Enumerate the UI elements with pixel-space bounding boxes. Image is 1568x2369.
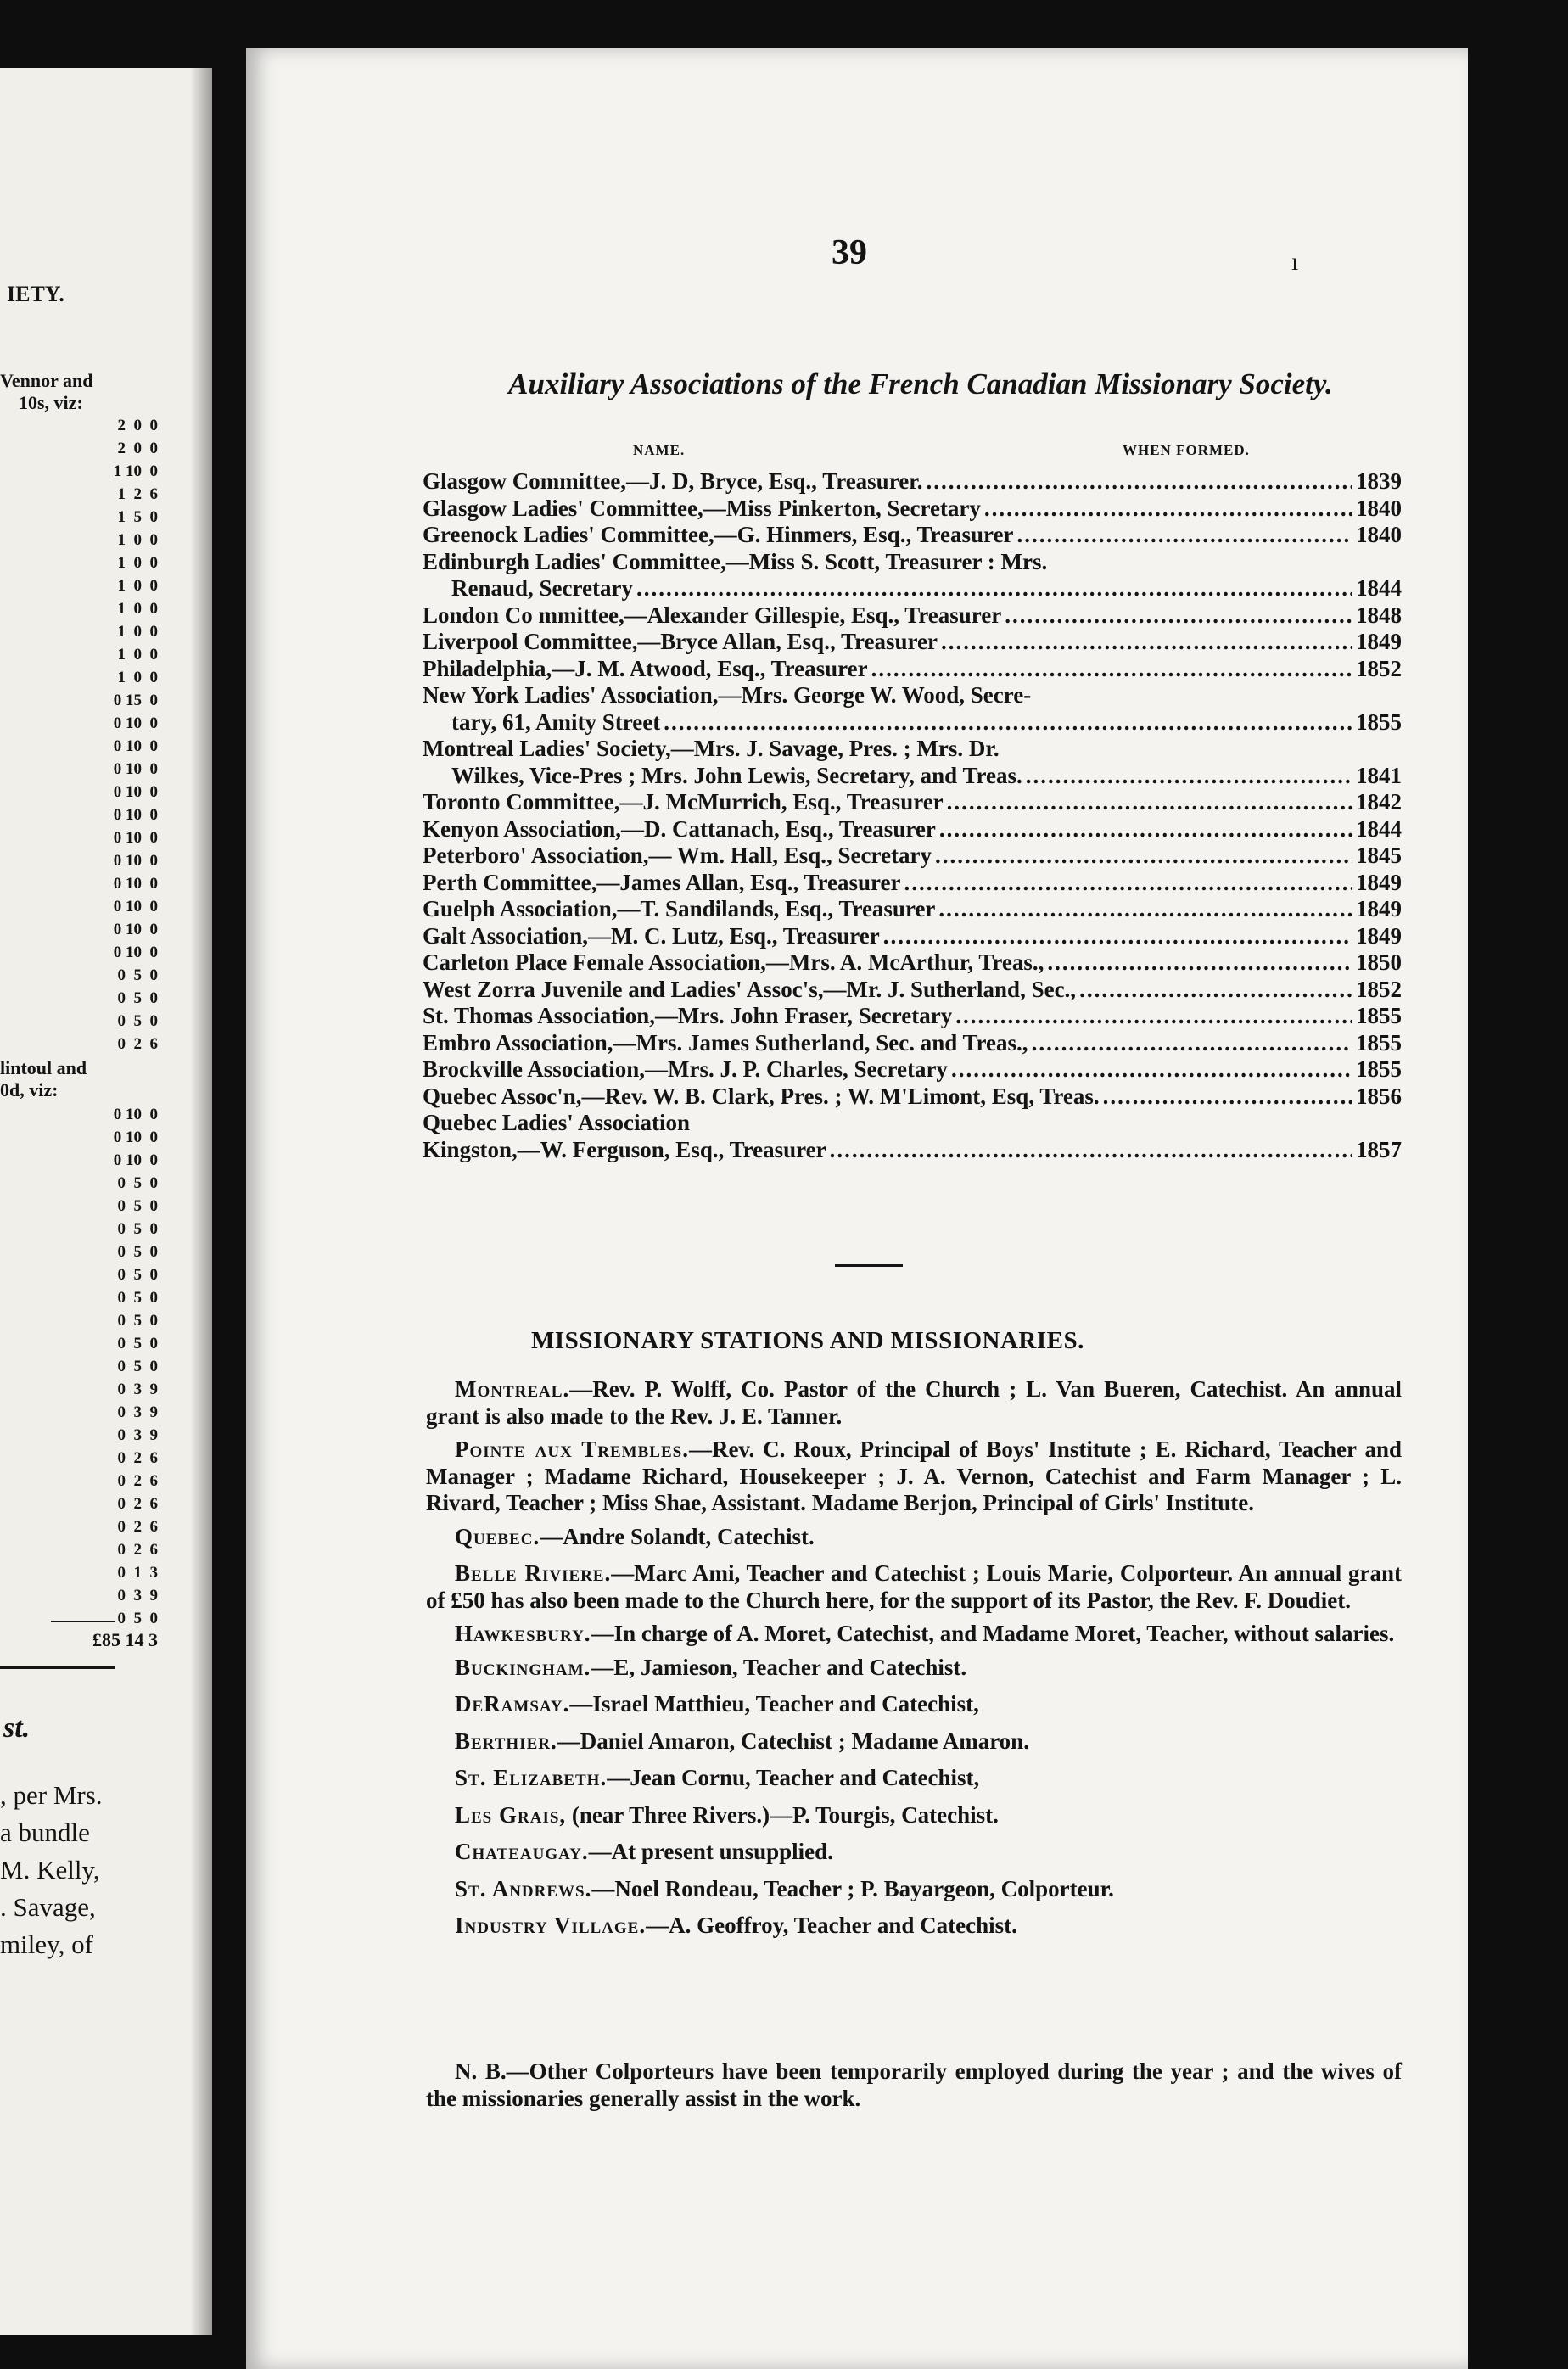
association-entry <box>423 522 1402 549</box>
station-entry <box>426 1437 1402 1517</box>
station-place: Montreal. <box>455 1376 570 1402</box>
station-entry <box>426 1655 1402 1682</box>
year-formed: 1849 <box>1356 629 1402 654</box>
year-formed: 1855 <box>1356 708 1402 735</box>
association-entry <box>423 923 1402 950</box>
year-formed: 1840 <box>1356 522 1402 547</box>
association-text: tary, 61, Amity Street <box>451 708 661 735</box>
amount-row: 1 5 0 <box>117 508 158 526</box>
amount-row: 0 5 0 <box>117 1312 158 1330</box>
left-page-amounts <box>114 414 158 1056</box>
association-entry <box>423 843 1402 870</box>
association-entry <box>423 789 1402 816</box>
association-text: Carleton Place Female Association,—Mrs. A. McArthur, Treas., <box>423 949 1044 975</box>
amount-row: 0 5 0 <box>117 966 158 984</box>
station-text: (near Three Rivers.)—P. Tourgis, Catechist. <box>566 1801 999 1828</box>
station-text: —Israel Matthieu, Teacher and Catechist, <box>569 1691 979 1717</box>
station-place: Buckingham. <box>455 1654 591 1680</box>
amount-row: 1 0 0 <box>117 531 158 549</box>
section-divider <box>835 1264 903 1267</box>
amount-row: 0 10 0 <box>113 852 158 870</box>
station-place: Berthier. <box>455 1728 557 1754</box>
station-entry <box>426 1876 1402 1903</box>
amount-row: 0 2 6 <box>117 1449 158 1467</box>
station-text: —A. Geoffroy, Teacher and Catechist. <box>646 1913 1017 1938</box>
left-facing-page <box>0 68 212 2335</box>
association-entry <box>423 949 1402 977</box>
station-text: —Rev. P. Wolff, Co. Pastor of the Church ; L. Van Bueren, Catechist. An annual grant is also made to the Rev. J. E. Tanner. <box>426 1376 1402 1429</box>
amount-row: 1 0 0 <box>117 623 158 641</box>
amount-row: 0 2 6 <box>117 1541 158 1559</box>
association-text: New York Ladies' Association,—Mrs. George W. Wood, Secre- <box>423 682 1032 708</box>
amount-row: 2 0 0 <box>117 440 158 457</box>
association-text: Montreal Ladies' Society,—Mrs. J. Savage, Pres. ; Mrs. Dr. <box>423 736 1000 761</box>
amount-row: 1 0 0 <box>117 646 158 664</box>
association-text: Galt Association,—M. C. Lutz, Esq., Treasurer <box>423 922 880 949</box>
association-entry <box>423 1137 1402 1164</box>
association-text: Greenock Ladies' Committee,—G. Hinmers, Esq., Treasurer <box>423 522 1014 547</box>
year-formed: 1842 <box>1356 789 1402 815</box>
page-title: Auxiliary Associations of the French Canadian Missionary Society. <box>508 367 1333 400</box>
amount-row: 0 10 0 <box>113 944 158 961</box>
amount-row: 0 5 0 <box>117 1197 158 1215</box>
station-entry <box>426 1524 1402 1551</box>
section-heading: MISSIONARY STATIONS AND MISSIONARIES. <box>531 1327 1084 1354</box>
amount-row: 0 10 0 <box>113 783 158 801</box>
station-text: —Rev. C. Roux, Principal of Boys' Institute ; E. Richard, Teacher and Manager ; Madame Richard, Housekeeper ; J. A. Vernon, Catechist and Farm Manager ; L. Rivard, Teacher ; Miss Shae, Assistant. Madame Berjon, Principal of Girls' Institute. <box>426 1437 1402 1515</box>
association-text: Quebec Assoc'n,—Rev. W. B. Clark, Pres. ; W. M'Limont, Esq, Treas. <box>423 1083 1100 1109</box>
station-entry <box>426 1560 1402 1614</box>
amount-row: 0 5 0 <box>117 1243 158 1261</box>
association-entry <box>423 602 1402 630</box>
dot-leader <box>883 923 1352 950</box>
station-entry <box>426 1913 1402 1940</box>
left-page-line: M. Kelly, <box>0 1855 100 1885</box>
station-entry <box>426 1691 1402 1718</box>
station-place: Pointe aux Trembles. <box>455 1437 689 1462</box>
column-header-name: NAME. <box>633 442 686 458</box>
amount-row: 0 1 3 <box>117 1564 158 1582</box>
amount-row: 0 5 0 <box>117 1335 158 1353</box>
station-text: —Jean Cornu, Teacher and Catechist, <box>607 1765 980 1790</box>
station-entry <box>426 1728 1402 1756</box>
amount-row: 0 5 0 <box>117 1174 158 1192</box>
station-entry <box>426 1802 1402 1829</box>
main-page <box>246 48 1468 2369</box>
dot-leader <box>939 816 1352 843</box>
dot-leader <box>1047 949 1352 977</box>
association-text: West Zorra Juvenile and Ladies' Assoc's,—Mr. J. Sutherland, Sec., <box>423 976 1077 1002</box>
dot-leader <box>1103 1084 1352 1111</box>
dot-leader <box>1016 522 1352 549</box>
amount-row: 0 10 0 <box>113 1128 158 1146</box>
year-formed: 1848 <box>1356 602 1402 628</box>
amount-row: 0 5 0 <box>117 1012 158 1030</box>
association-entry <box>423 496 1402 523</box>
amount-row: 0 2 6 <box>117 1472 158 1490</box>
amount-row: 0 10 0 <box>113 1106 158 1123</box>
association-text: Quebec Ladies' Association <box>423 1110 691 1135</box>
page-mark: ı <box>1291 248 1299 276</box>
note-paragraph: N. B.—Other Colporteurs have been temporarily employed during the year ; and the wives of the missionaries generally assist in the work. <box>426 2058 1402 2111</box>
station-entry <box>426 1376 1402 1430</box>
dot-leader <box>1079 977 1352 1004</box>
station-place: Hawkesbury. <box>455 1621 591 1646</box>
year-formed: 1844 <box>1356 815 1402 842</box>
dot-leader <box>941 629 1352 656</box>
year-formed: 1849 <box>1356 896 1402 921</box>
association-entry <box>423 896 1402 923</box>
dot-leader <box>926 468 1352 496</box>
association-entry <box>423 1084 1402 1111</box>
dot-leader <box>871 656 1352 683</box>
dot-leader <box>1026 763 1352 790</box>
amount-row: 0 15 0 <box>113 692 158 709</box>
station-place: DeRamsay. <box>455 1691 570 1717</box>
station-text: —E, Jamieson, Teacher and Catechist. <box>591 1654 967 1680</box>
association-entry <box>423 1003 1402 1030</box>
association-text: Renaud, Secretary <box>451 575 633 601</box>
amount-row: 0 5 0 <box>117 1266 158 1284</box>
sum-rule <box>51 1621 115 1622</box>
dot-leader <box>664 709 1352 736</box>
left-page-line: . Savage, <box>0 1892 96 1922</box>
station-place: Chateaugay. <box>455 1839 589 1864</box>
station-place: Quebec. <box>455 1523 540 1549</box>
left-page-line: , per Mrs. <box>0 1780 103 1810</box>
year-formed: 1852 <box>1356 976 1402 1002</box>
year-formed: 1850 <box>1356 949 1402 975</box>
amount-row: 1 0 0 <box>117 600 158 618</box>
association-text: Embro Association,—Mrs. James Sutherland, Sec. and Treas., <box>423 1029 1028 1056</box>
station-place: Belle Riviere. <box>455 1560 612 1586</box>
station-text: —Andre Solandt, Catechist. <box>540 1523 815 1549</box>
amount-row: 0 10 0 <box>113 714 158 732</box>
association-entry <box>423 629 1402 656</box>
year-formed: 1839 <box>1356 468 1402 494</box>
station-text: —Marc Ami, Teacher and Catechist ; Louis Marie, Colporteur. An annual grant of £50 has also been made to the Church here, for the support of its Pastor, the Rev. F. Doudiet. <box>426 1560 1402 1613</box>
year-formed: 1845 <box>1356 843 1402 868</box>
amount-row: 0 5 0 <box>117 1220 158 1238</box>
amount-row: 0 3 9 <box>117 1381 158 1398</box>
left-page-line: miley, of <box>0 1929 93 1959</box>
association-text: Kenyon Association,—D. Cattanach, Esq., Treasurer <box>423 815 936 842</box>
association-text: Toronto Committee,—J. McMurrich, Esq., Treasurer <box>423 789 944 815</box>
left-page-line: a bundle <box>0 1817 90 1847</box>
dot-leader <box>1005 602 1352 630</box>
amount-row: 0 5 0 <box>117 989 158 1007</box>
left-page-line: 0d, viz: <box>0 1079 59 1100</box>
association-entry <box>423 549 1402 602</box>
association-entry <box>423 1110 1402 1137</box>
amount-row: 0 5 0 <box>117 1358 158 1375</box>
amount-row: 0 2 6 <box>117 1495 158 1513</box>
amount-row: 0 10 0 <box>113 737 158 755</box>
associations-list <box>423 468 1402 1163</box>
station-place: St. Andrews. <box>455 1875 592 1901</box>
year-formed: 1844 <box>1356 575 1402 601</box>
amount-row: 0 2 6 <box>117 1035 158 1053</box>
year-formed: 1849 <box>1356 922 1402 949</box>
association-text: London Co mmittee,—Alexander Gillespie, Esq., Treasurer <box>423 602 1002 628</box>
dot-leader <box>904 870 1352 897</box>
amount-row: 0 3 9 <box>117 1426 158 1444</box>
dot-leader <box>935 843 1352 870</box>
amount-row: 1 0 0 <box>117 577 158 595</box>
year-formed: 1849 <box>1356 869 1402 895</box>
association-entry <box>423 816 1402 843</box>
total-rule <box>0 1666 115 1669</box>
gutter-shadow <box>190 68 212 2335</box>
station-entry <box>426 1765 1402 1792</box>
left-page-heading: IETY. <box>7 282 64 306</box>
year-formed: 1852 <box>1356 655 1402 681</box>
station-place: St. Elizabeth. <box>455 1765 608 1790</box>
year-formed: 1840 <box>1356 495 1402 521</box>
station-text: —In charge of A. Moret, Catechist, and Madame Moret, Teacher, without salaries. <box>591 1621 1395 1646</box>
association-entry <box>423 977 1402 1004</box>
amount-row: 0 5 0 <box>117 1610 158 1627</box>
station-place: Les Grais, <box>455 1801 567 1828</box>
association-text: Edinburgh Ladies' Committee,—Miss S. Scott, Treasurer : Mrs. <box>423 548 1048 574</box>
amount-row: 0 10 0 <box>113 806 158 824</box>
station-text: —At present unsupplied. <box>588 1839 833 1864</box>
amount-row: 0 10 0 <box>113 875 158 893</box>
station-place: Industry Village. <box>455 1913 647 1938</box>
year-formed: 1841 <box>1356 762 1402 788</box>
left-page-heading-st: st. <box>3 1712 31 1744</box>
dot-leader <box>947 789 1352 816</box>
association-text: Perth Committee,—James Allan, Esq., Treasurer <box>423 869 901 895</box>
association-entry <box>423 736 1402 789</box>
association-text: Wilkes, Vice-Pres ; Mrs. John Lewis, Secretary, and Treas. <box>451 762 1022 788</box>
left-page-total: £85 14 3 <box>92 1629 158 1650</box>
association-entry <box>423 468 1402 496</box>
association-text: Glasgow Ladies' Committee,—Miss Pinkerton, Secretary <box>423 495 981 521</box>
year-formed: 1855 <box>1356 1029 1402 1056</box>
stations-list <box>426 1376 1402 1950</box>
association-text: Glasgow Committee,—J. D, Bryce, Esq., Treasurer. <box>423 468 923 494</box>
association-text: Philadelphia,—J. M. Atwood, Esq., Treasurer <box>423 655 868 681</box>
amount-row: 1 2 6 <box>117 485 158 503</box>
amount-row: 0 10 0 <box>113 898 158 916</box>
association-entry <box>423 1056 1402 1084</box>
year-formed: 1856 <box>1356 1083 1402 1109</box>
association-text: Peterboro' Association,— Wm. Hall, Esq., Secretary <box>423 843 932 868</box>
dot-leader <box>984 496 1352 523</box>
association-text: Liverpool Committee,—Bryce Allan, Esq., Treasurer <box>423 629 938 654</box>
amount-row: 2 0 0 <box>117 417 158 434</box>
amount-row: 0 2 6 <box>117 1518 158 1536</box>
year-formed: 1855 <box>1356 1056 1402 1082</box>
left-page-amounts <box>114 1103 158 1630</box>
amount-row: 0 10 0 <box>113 921 158 938</box>
association-text: Kingston,—W. Ferguson, Esq., Treasurer <box>423 1136 826 1162</box>
amount-row: 0 5 0 <box>117 1289 158 1307</box>
column-header-when-formed: WHEN FORMED. <box>1123 442 1250 458</box>
station-entry <box>426 1839 1402 1866</box>
amount-row: 0 3 9 <box>117 1403 158 1421</box>
year-formed: 1855 <box>1356 1003 1402 1028</box>
association-entry <box>423 682 1402 736</box>
association-text: Guelph Association,—T. Sandilands, Esq., Treasurer <box>423 896 936 921</box>
amount-row: 0 10 0 <box>113 760 158 778</box>
year-formed: 1857 <box>1356 1136 1402 1162</box>
association-entry <box>423 1030 1402 1057</box>
dot-leader <box>830 1137 1352 1164</box>
amount-row: 0 10 0 <box>113 829 158 847</box>
association-text: St. Thomas Association,—Mrs. John Fraser, Secretary <box>423 1003 953 1028</box>
dot-leader <box>955 1003 1352 1030</box>
association-text: Brockville Association,—Mrs. J. P. Charles, Secretary <box>423 1056 948 1082</box>
left-page-line: lintoul and <box>0 1057 87 1078</box>
dot-leader <box>951 1056 1352 1084</box>
dot-leader <box>1032 1030 1352 1057</box>
amount-row: 1 0 0 <box>117 669 158 686</box>
amount-row: 0 10 0 <box>113 1151 158 1169</box>
station-text: —Noel Rondeau, Teacher ; P. Bayargeon, Colporteur. <box>591 1875 1114 1901</box>
station-text: —Daniel Amaron, Catechist ; Madame Amaron. <box>557 1728 1029 1754</box>
dot-leader <box>938 896 1352 923</box>
association-entry <box>423 870 1402 897</box>
page-number: 39 <box>832 233 867 272</box>
dot-leader <box>636 575 1352 602</box>
amount-row: 1 0 0 <box>117 554 158 572</box>
left-page-line: Vennor and <box>0 370 93 391</box>
association-entry <box>423 656 1402 683</box>
left-page-line: 10s, viz: <box>19 392 83 413</box>
amount-row: 1 10 0 <box>113 462 158 480</box>
amount-row: 0 3 9 <box>117 1587 158 1605</box>
station-entry <box>426 1621 1402 1648</box>
